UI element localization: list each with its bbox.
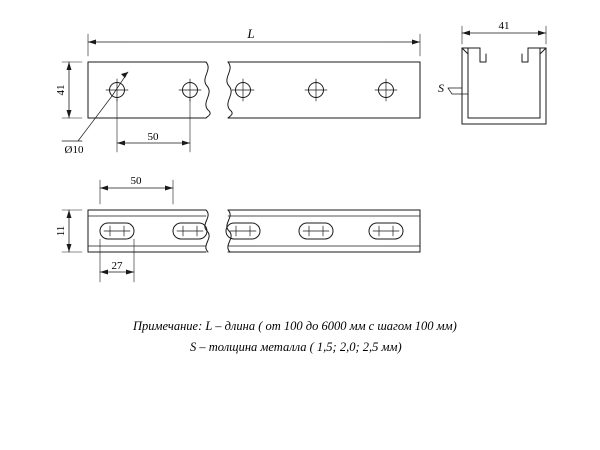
- dim-label-thickness-s: S: [438, 81, 444, 95]
- dim-label-height-41: 41: [55, 84, 67, 96]
- slot-group-plan: [100, 223, 403, 239]
- note-line-1: Примечание: L – длина ( от 100 до 6000 мм с шагом 100 мм): [133, 319, 457, 333]
- cross-section-view: [448, 26, 546, 124]
- dim-label-length: L: [247, 26, 255, 41]
- front-elevation-view: [62, 34, 420, 152]
- dim-label-section-width-41: 41: [498, 20, 510, 32]
- dim-label-pitch-50-plan: 50: [130, 175, 142, 187]
- dim-label-width-11: 11: [55, 225, 67, 237]
- hole-group-front: [106, 79, 397, 101]
- dim-label-slot-27: 27: [111, 260, 123, 272]
- note-line-2: S – толщина металла ( 1,5; 2,0; 2,5 мм): [190, 340, 402, 354]
- dim-label-hole-diameter: Ø10: [64, 144, 84, 156]
- dim-label-pitch-50-front: 50: [147, 131, 159, 143]
